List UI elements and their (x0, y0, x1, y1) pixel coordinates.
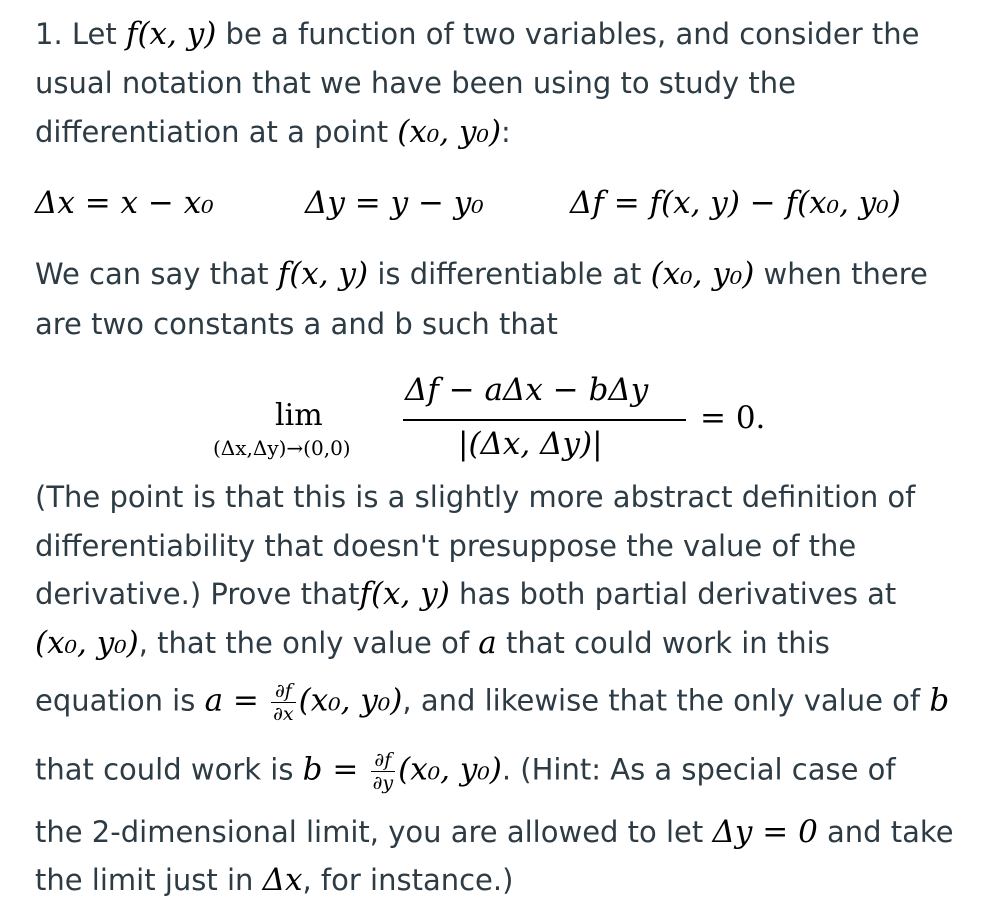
math-point: (x₀, y₀) (397, 114, 502, 150)
fraction-numerator: Δf − aΔx − bΔy (405, 372, 649, 408)
fraction-bar (403, 419, 686, 421)
frac-num: ∂f (371, 749, 396, 772)
math-a-equals: a = (204, 682, 259, 719)
text: the 2-dimensional limit, you are allowed to let (35, 815, 713, 849)
math-point: (x₀, y₀) (298, 682, 403, 719)
intro-line-2 (35, 63, 796, 103)
lim-word: lim (275, 398, 323, 433)
equals-zero: = 0. (700, 400, 766, 436)
intro-line-3 (35, 112, 511, 152)
text: , for instance.) (302, 863, 514, 897)
math-dy-zero: Δy = 0 (712, 814, 818, 850)
math-a: a (478, 625, 497, 661)
remark-line-5 (35, 680, 949, 725)
math-point: (x₀, y₀) (398, 751, 502, 788)
math-f-xy: f(x, y) (125, 16, 217, 52)
text: differentiation at a point (35, 115, 398, 149)
math-b: b (929, 682, 950, 719)
math-point: (x₀, y₀) (35, 625, 139, 661)
remark-line-6 (35, 749, 896, 794)
text: , and likewise that the only value of (402, 683, 930, 718)
math-dx: Δx (262, 862, 303, 898)
remark-line-2 (35, 526, 856, 566)
frac-den: ∂y (372, 772, 394, 794)
remark-line-7 (35, 812, 954, 852)
def-delta-x: Δx = x − x₀ (35, 185, 214, 221)
text: has both partial derivatives at (449, 577, 897, 611)
diff-line-1 (35, 254, 928, 294)
def-delta-f: Δf = f(x, y) − f(x₀, y₀) (570, 185, 901, 221)
text: be a function of two variables, and consider the (216, 17, 920, 51)
text: that could work is (35, 752, 303, 787)
def-delta-y: Δy = y − y₀ (305, 185, 484, 221)
text: , that the only value of (138, 626, 479, 660)
remark-line-8 (35, 860, 513, 900)
diff-line-2 (35, 304, 558, 344)
text: derivative.) Prove that (35, 577, 360, 611)
text: and take (817, 815, 954, 849)
text: is differentiable at (368, 257, 651, 291)
text: equation is (35, 683, 205, 718)
fraction-denominator: |(Δx, Δy)| (458, 426, 603, 462)
remark-line-1 (35, 477, 915, 517)
text: when there (754, 257, 928, 291)
partial-f-partial-y (371, 749, 396, 794)
text: the limit just in (35, 863, 263, 897)
text: usual notation that we have been using to study the (35, 66, 797, 100)
math-point: (x₀, y₀) (650, 256, 755, 292)
text: that could work in this (496, 626, 830, 660)
text: We can say that (35, 257, 278, 291)
math-f-xy: f(x, y) (359, 576, 450, 612)
frac-num: ∂f (271, 680, 296, 703)
text: are two constants a and b such that (35, 307, 558, 341)
math-b-equals: b = (302, 751, 359, 788)
text: 1. Let (35, 17, 126, 51)
text: : (501, 115, 511, 149)
remark-line-4 (35, 623, 830, 663)
math-f-xy: f(x, y) (277, 256, 369, 292)
text: (The point is that this is a slightly more abstract definition of (35, 480, 916, 514)
partial-f-partial-x (271, 680, 296, 725)
lim-subscript: (Δx,Δy)→(0,0) (213, 436, 351, 460)
remark-line-3 (35, 574, 896, 614)
text: differentiability that doesn't presuppose the value of the (35, 529, 857, 563)
intro-line-1 (35, 14, 919, 54)
frac-den: ∂x (273, 703, 294, 725)
text: . (Hint: As a special case of (501, 752, 896, 787)
